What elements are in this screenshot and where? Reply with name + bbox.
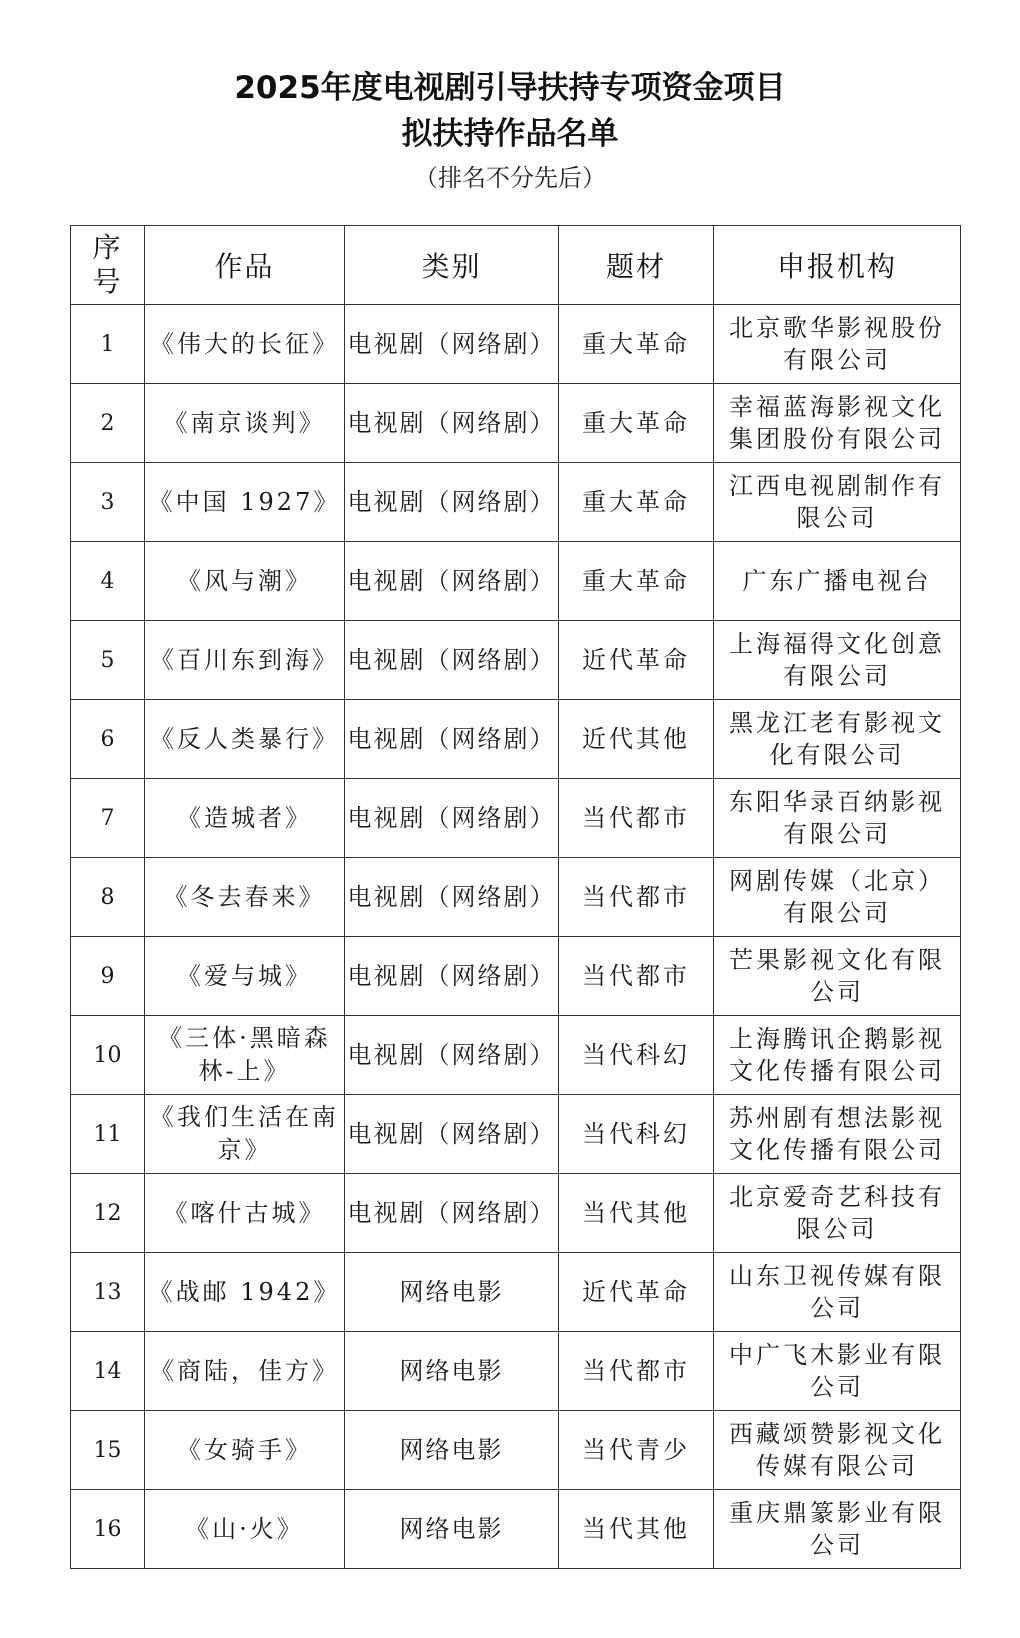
cell-category: 电视剧（网络剧） — [345, 700, 559, 779]
table-row — [71, 621, 961, 700]
cell-applicant-org: 山东卫视传媒有限公司 — [714, 1253, 961, 1332]
cell-category: 网络电影 — [345, 1253, 559, 1332]
cell-work-title: 《女骑手》 — [145, 1411, 345, 1490]
document-title-line-1: 2025年度电视剧引导扶持专项资金项目 — [234, 70, 786, 106]
table-row — [71, 384, 961, 463]
cell-theme: 近代革命 — [559, 621, 714, 700]
table-header-row — [71, 226, 961, 305]
cell-work-title: 《战邮 1942》 — [145, 1253, 345, 1332]
table-row — [71, 1095, 961, 1174]
cell-serial-number: 1 — [71, 305, 145, 384]
cell-theme: 当代科幻 — [559, 1016, 714, 1095]
header-category: 类别 — [345, 226, 559, 305]
cell-theme: 当代都市 — [559, 779, 714, 858]
cell-theme: 当代都市 — [559, 937, 714, 1016]
cell-category: 网络电影 — [345, 1332, 559, 1411]
table-row — [71, 700, 961, 779]
table-row — [71, 1016, 961, 1095]
header-theme: 题材 — [559, 226, 714, 305]
cell-category: 电视剧（网络剧） — [345, 384, 559, 463]
cell-serial-number: 13 — [71, 1253, 145, 1332]
cell-category: 电视剧（网络剧） — [345, 779, 559, 858]
table-row — [71, 937, 961, 1016]
cell-serial-number: 7 — [71, 779, 145, 858]
cell-category: 电视剧（网络剧） — [345, 621, 559, 700]
cell-work-title: 《爱与城》 — [145, 937, 345, 1016]
header-work-title: 作品 — [145, 226, 345, 305]
table-row — [71, 463, 961, 542]
cell-serial-number: 2 — [71, 384, 145, 463]
cell-work-title: 《反人类暴行》 — [145, 700, 345, 779]
table-row — [71, 1490, 961, 1569]
cell-applicant-org: 黑龙江老有影视文化有限公司 — [714, 700, 961, 779]
cell-applicant-org: 中广飞木影业有限公司 — [714, 1332, 961, 1411]
cell-applicant-org: 重庆鼎篆影业有限公司 — [714, 1490, 961, 1569]
cell-category: 网络电影 — [345, 1411, 559, 1490]
table-row — [71, 1253, 961, 1332]
cell-applicant-org: 幸福蓝海影视文化集团股份有限公司 — [714, 384, 961, 463]
cell-work-title: 《风与潮》 — [145, 542, 345, 621]
table-row — [71, 1411, 961, 1490]
cell-applicant-org: 北京爱奇艺科技有限公司 — [714, 1174, 961, 1253]
cell-serial-number: 16 — [71, 1490, 145, 1569]
cell-category: 电视剧（网络剧） — [345, 542, 559, 621]
cell-serial-number: 4 — [71, 542, 145, 621]
cell-theme: 重大革命 — [559, 384, 714, 463]
cell-theme: 当代都市 — [559, 1332, 714, 1411]
cell-category: 电视剧（网络剧） — [345, 1095, 559, 1174]
cell-category: 网络电影 — [345, 1490, 559, 1569]
cell-serial-number: 5 — [71, 621, 145, 700]
cell-serial-number: 11 — [71, 1095, 145, 1174]
cell-applicant-org: 上海腾讯企鹅影视文化传播有限公司 — [714, 1016, 961, 1095]
cell-work-title: 《伟大的长征》 — [145, 305, 345, 384]
cell-work-title: 《造城者》 — [145, 779, 345, 858]
cell-category: 电视剧（网络剧） — [345, 1016, 559, 1095]
cell-category: 电视剧（网络剧） — [345, 858, 559, 937]
cell-applicant-org: 苏州剧有想法影视文化传播有限公司 — [714, 1095, 961, 1174]
cell-work-title: 《三体·黑暗森林-上》 — [145, 1016, 345, 1095]
cell-serial-number: 3 — [71, 463, 145, 542]
cell-work-title: 《冬去春来》 — [145, 858, 345, 937]
cell-work-title: 《百川东到海》 — [145, 621, 345, 700]
cell-applicant-org: 北京歌华影视股份有限公司 — [714, 305, 961, 384]
cell-category: 电视剧（网络剧） — [345, 463, 559, 542]
cell-theme: 重大革命 — [559, 542, 714, 621]
table-row — [71, 1174, 961, 1253]
cell-serial-number: 12 — [71, 1174, 145, 1253]
table-row — [71, 542, 961, 621]
cell-applicant-org: 网剧传媒（北京）有限公司 — [714, 858, 961, 937]
cell-work-title: 《我们生活在南京》 — [145, 1095, 345, 1174]
header-serial-number-line-1: 序 — [92, 231, 123, 264]
cell-theme: 当代其他 — [559, 1174, 714, 1253]
cell-category: 电视剧（网络剧） — [345, 305, 559, 384]
cell-category: 电视剧（网络剧） — [345, 937, 559, 1016]
table-row — [71, 779, 961, 858]
cell-serial-number: 14 — [71, 1332, 145, 1411]
header-applicant-org: 申报机构 — [714, 226, 961, 305]
cell-serial-number: 6 — [71, 700, 145, 779]
cell-theme: 当代科幻 — [559, 1095, 714, 1174]
cell-applicant-org: 广东广播电视台 — [714, 542, 961, 621]
cell-applicant-org: 芒果影视文化有限公司 — [714, 937, 961, 1016]
cell-category: 电视剧（网络剧） — [345, 1174, 559, 1253]
table-body — [71, 305, 961, 1569]
header-serial-number — [71, 226, 145, 305]
document-subtitle: （排名不分先后） — [414, 164, 606, 192]
table-row — [71, 305, 961, 384]
cell-theme: 当代青少 — [559, 1411, 714, 1490]
header-serial-number-line-2: 号 — [92, 265, 123, 298]
cell-serial-number: 9 — [71, 937, 145, 1016]
table-row — [71, 858, 961, 937]
document-title-line-2: 拟扶持作品名单 — [401, 116, 619, 152]
table-row — [71, 1332, 961, 1411]
cell-applicant-org: 西藏颂赞影视文化传媒有限公司 — [714, 1411, 961, 1490]
cell-theme: 近代革命 — [559, 1253, 714, 1332]
cell-applicant-org: 江西电视剧制作有限公司 — [714, 463, 961, 542]
cell-work-title: 《商陆，佳方》 — [145, 1332, 345, 1411]
cell-theme: 重大革命 — [559, 305, 714, 384]
funding-list-table — [70, 225, 961, 1569]
cell-serial-number: 8 — [71, 858, 145, 937]
cell-theme: 当代都市 — [559, 858, 714, 937]
cell-applicant-org: 上海福得文化创意有限公司 — [714, 621, 961, 700]
cell-work-title: 《中国 1927》 — [145, 463, 345, 542]
cell-theme: 重大革命 — [559, 463, 714, 542]
cell-work-title: 《山·火》 — [145, 1490, 345, 1569]
cell-theme: 当代其他 — [559, 1490, 714, 1569]
cell-serial-number: 15 — [71, 1411, 145, 1490]
cell-work-title: 《南京谈判》 — [145, 384, 345, 463]
cell-serial-number: 10 — [71, 1016, 145, 1095]
cell-applicant-org: 东阳华录百纳影视有限公司 — [714, 779, 961, 858]
cell-work-title: 《喀什古城》 — [145, 1174, 345, 1253]
cell-theme: 近代其他 — [559, 700, 714, 779]
